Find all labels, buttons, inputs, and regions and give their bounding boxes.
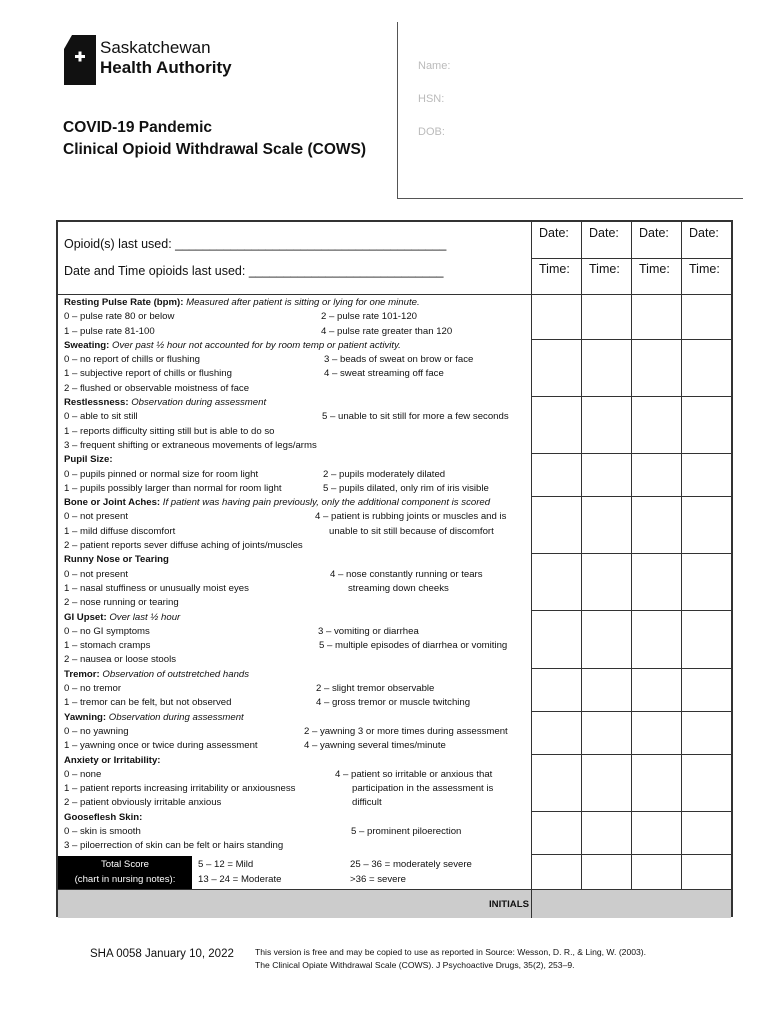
total-score-label-line1: Total Score bbox=[101, 859, 149, 870]
nose-option-4: 4 – nose constantly running or tears bbox=[330, 568, 483, 580]
row-divider bbox=[531, 258, 731, 259]
criterion-heading bbox=[64, 296, 530, 310]
score-severe: >36 = severe bbox=[350, 874, 407, 885]
goose-option-0: 0 – skin is smooth bbox=[64, 825, 141, 837]
yawn-note: Observation during assessment bbox=[108, 711, 244, 723]
nose-title: Runny Nose or Tearing bbox=[64, 554, 169, 566]
restless-note: Observation during assessment bbox=[131, 397, 267, 409]
bone-option-2: 2 – patient reports sever diffuse aching of joints/muscles bbox=[64, 540, 303, 552]
row-divider bbox=[531, 396, 731, 397]
source-citation-line1: This version is free and may be copied to use as reported in Source: Wesson, D. R., & Ling, W. (2003). bbox=[255, 947, 647, 957]
row-divider bbox=[531, 854, 731, 855]
criteria-list bbox=[64, 296, 530, 854]
tremor-option-2: 2 – slight tremor observable bbox=[316, 683, 435, 695]
form-code: SHA 0058 January 10, 2022 bbox=[90, 948, 234, 960]
pulse-title: Resting Pulse Rate (bpm): bbox=[64, 297, 184, 308]
org-name-line2: Health Authority bbox=[100, 58, 232, 77]
yawn-option-1: 1 – yawning once or twice during assessment bbox=[64, 740, 258, 752]
yawn-option-2: 2 – yawning 3 or more times during assessment bbox=[304, 725, 508, 737]
tremor-note: Observation of outstretched hands bbox=[102, 668, 250, 680]
sweat-option-1: 1 – subjective report of chills or flushing bbox=[64, 368, 232, 380]
date-label: Date: bbox=[639, 226, 669, 240]
pulse-option-1: 1 – pulse rate 81-100 bbox=[64, 325, 155, 337]
sweat-option-3: 3 – beads of sweat on brow or face bbox=[324, 354, 474, 366]
restless-option-3: 3 – frequent shifting or extraneous movements of legs/arms bbox=[64, 439, 317, 451]
row-divider bbox=[531, 610, 731, 611]
anxiety-option-4-cont: participation in the assessment is bbox=[352, 783, 494, 795]
bone-option-4: 4 – patient is rubbing joints or muscles and is bbox=[315, 511, 507, 523]
sweat-option-4: 4 – sweat streaming off face bbox=[324, 368, 444, 380]
opioids-datetime-field[interactable]: Date and Time opioids last used: ____________________________ bbox=[64, 264, 444, 278]
row-divider bbox=[531, 811, 731, 812]
source-citation-line2: The Clinical Opiate Withdrawal Scale (COWS). J Psychoactive Drugs, 35(2), 253–9. bbox=[255, 960, 575, 970]
tremor-option-1: 1 – tremor can be felt, but not observed bbox=[64, 697, 232, 709]
restless-option-1: 1 – reports difficulty sitting still but is able to do so bbox=[64, 425, 275, 437]
anxiety-option-4: 4 – patient so irritable or anxious that bbox=[335, 768, 493, 780]
assessment-column-3 bbox=[631, 222, 682, 897]
nose-option-0: 0 – not present bbox=[64, 568, 129, 580]
gi-note: Over last ½ hour bbox=[109, 611, 181, 623]
pupil-title: Pupil Size: bbox=[64, 454, 113, 466]
total-score-label-line2: (chart in nursing notes): bbox=[74, 873, 176, 885]
gi-option-3: 3 – vomiting or diarrhea bbox=[318, 625, 419, 637]
sha-logo bbox=[64, 35, 96, 90]
assessment-column-1 bbox=[531, 222, 582, 897]
gi-option-2: 2 – nausea or loose stools bbox=[64, 654, 177, 666]
form-title bbox=[63, 117, 366, 161]
assessment-column-4 bbox=[681, 222, 732, 897]
initials-row bbox=[58, 889, 731, 918]
score-moderately-severe: 25 – 36 = moderately severe bbox=[350, 859, 472, 870]
cows-table bbox=[56, 220, 733, 917]
sweat-title: Sweating: bbox=[64, 339, 110, 351]
org-name-line1: Saskatchewan bbox=[100, 38, 211, 57]
bone-option-4-cont: unable to sit still because of discomfort bbox=[329, 525, 494, 537]
pupil-option-0: 0 – pupils pinned or normal size for room light bbox=[64, 468, 259, 480]
form-title-line1: COVID-19 Pandemic bbox=[63, 119, 213, 136]
row-divider bbox=[531, 553, 731, 554]
tremor-title: Tremor: bbox=[64, 668, 100, 680]
form-title-line2: Clinical Opioid Withdrawal Scale (COWS) bbox=[63, 141, 367, 158]
bone-note: If patient was having pain previously, only the additional component is scored bbox=[162, 497, 491, 509]
sweat-option-2: 2 – flushed or observable moistness of face bbox=[64, 382, 250, 394]
opioid-header bbox=[58, 222, 531, 295]
anxiety-option-4-cont2: difficult bbox=[352, 797, 382, 809]
anxiety-option-1: 1 – patient reports increasing irritability or anxiousness bbox=[64, 783, 296, 795]
restless-option-0: 0 – able to sit still bbox=[64, 411, 138, 423]
restless-title: Restlessness: bbox=[64, 397, 129, 409]
gi-option-1: 1 – stomach cramps bbox=[64, 640, 151, 652]
anxiety-option-0: 0 – none bbox=[64, 768, 102, 780]
goose-option-3: 3 – piloerrection of skin can be felt or hairs standing bbox=[64, 840, 284, 852]
pulse-option-0: 0 – pulse rate 80 or below bbox=[64, 311, 175, 323]
date-label: Date: bbox=[689, 226, 719, 240]
opioids-last-used-field[interactable]: Opioid(s) last used: _______________________________________ bbox=[64, 237, 447, 251]
patient-name-field[interactable]: Name: bbox=[418, 60, 451, 72]
total-score-row bbox=[58, 856, 531, 889]
bone-option-0: 0 – not present bbox=[64, 511, 129, 523]
time-label: Time: bbox=[639, 262, 670, 276]
score-moderate: 13 – 24 = Moderate bbox=[198, 874, 282, 885]
initials-divider bbox=[531, 890, 532, 918]
date-label: Date: bbox=[539, 226, 569, 240]
time-label: Time: bbox=[689, 262, 720, 276]
date-label: Date: bbox=[589, 226, 619, 240]
org-name bbox=[100, 38, 232, 78]
initials-label: INITIALS bbox=[489, 899, 529, 910]
source-citation bbox=[255, 946, 646, 972]
patient-info-box bbox=[397, 22, 743, 199]
nose-option-2: 2 – nose running or tearing bbox=[64, 597, 179, 609]
total-score-label bbox=[58, 856, 192, 889]
row-divider bbox=[531, 496, 731, 497]
time-label: Time: bbox=[589, 262, 620, 276]
sweat-note: Over past ½ hour not accounted for by room temp or patient activity. bbox=[111, 339, 401, 351]
goose-option-5: 5 – prominent piloerection bbox=[351, 825, 462, 837]
row-divider bbox=[531, 711, 731, 712]
gi-option-5: 5 – multiple episodes of diarrhea or vomiting bbox=[319, 640, 508, 652]
row-divider bbox=[531, 294, 731, 295]
pulse-option-4: 4 – pulse rate greater than 120 bbox=[321, 325, 453, 337]
pupil-option-5: 5 – pupils dilated, only rim of iris visible bbox=[323, 482, 489, 494]
patient-dob-field[interactable]: DOB: bbox=[418, 126, 445, 138]
yawn-title: Yawning: bbox=[64, 711, 107, 723]
anxiety-option-2: 2 – patient obviously irritable anxious bbox=[64, 797, 222, 809]
row-divider bbox=[531, 668, 731, 669]
pulse-option-2: 2 – pulse rate 101-120 bbox=[321, 311, 418, 323]
score-mild: 5 – 12 = Mild bbox=[198, 859, 254, 870]
yawn-option-0: 0 – no yawning bbox=[64, 725, 129, 737]
time-label: Time: bbox=[539, 262, 570, 276]
tremor-option-0: 0 – no tremor bbox=[64, 683, 122, 695]
pupil-option-1: 1 – pupils possibly larger than normal for room light bbox=[64, 482, 282, 494]
row-divider bbox=[531, 339, 731, 340]
goose-title: Gooseflesh Skin: bbox=[64, 811, 143, 823]
gi-option-0: 0 – no GI symptoms bbox=[64, 625, 150, 637]
bone-title: Bone or Joint Aches: bbox=[64, 497, 161, 509]
patient-hsn-field[interactable]: HSN: bbox=[418, 93, 445, 105]
row-divider bbox=[531, 453, 731, 454]
bone-option-1: 1 – mild diffuse discomfort bbox=[64, 525, 176, 537]
pupil-option-2: 2 – pupils moderately dilated bbox=[323, 468, 446, 480]
assessment-column-2 bbox=[581, 222, 632, 897]
nose-option-1: 1 – nasal stuffiness or unusually moist eyes bbox=[64, 582, 249, 594]
pulse-note: Measured after patient is sitting or lying for one minute. bbox=[186, 297, 420, 308]
gi-title: GI Upset: bbox=[64, 611, 107, 623]
row-divider bbox=[531, 754, 731, 755]
tremor-option-4: 4 – gross tremor or muscle twitching bbox=[316, 697, 471, 709]
sweat-option-0: 0 – no report of chills or flushing bbox=[64, 354, 200, 366]
nose-option-4-cont: streaming down cheeks bbox=[348, 582, 449, 594]
anxiety-title: Anxiety or Irritability: bbox=[64, 754, 161, 766]
restless-option-5: 5 – unable to sit still for more a few seconds bbox=[322, 411, 509, 423]
yawn-option-4: 4 – yawning several times/minute bbox=[304, 740, 446, 752]
